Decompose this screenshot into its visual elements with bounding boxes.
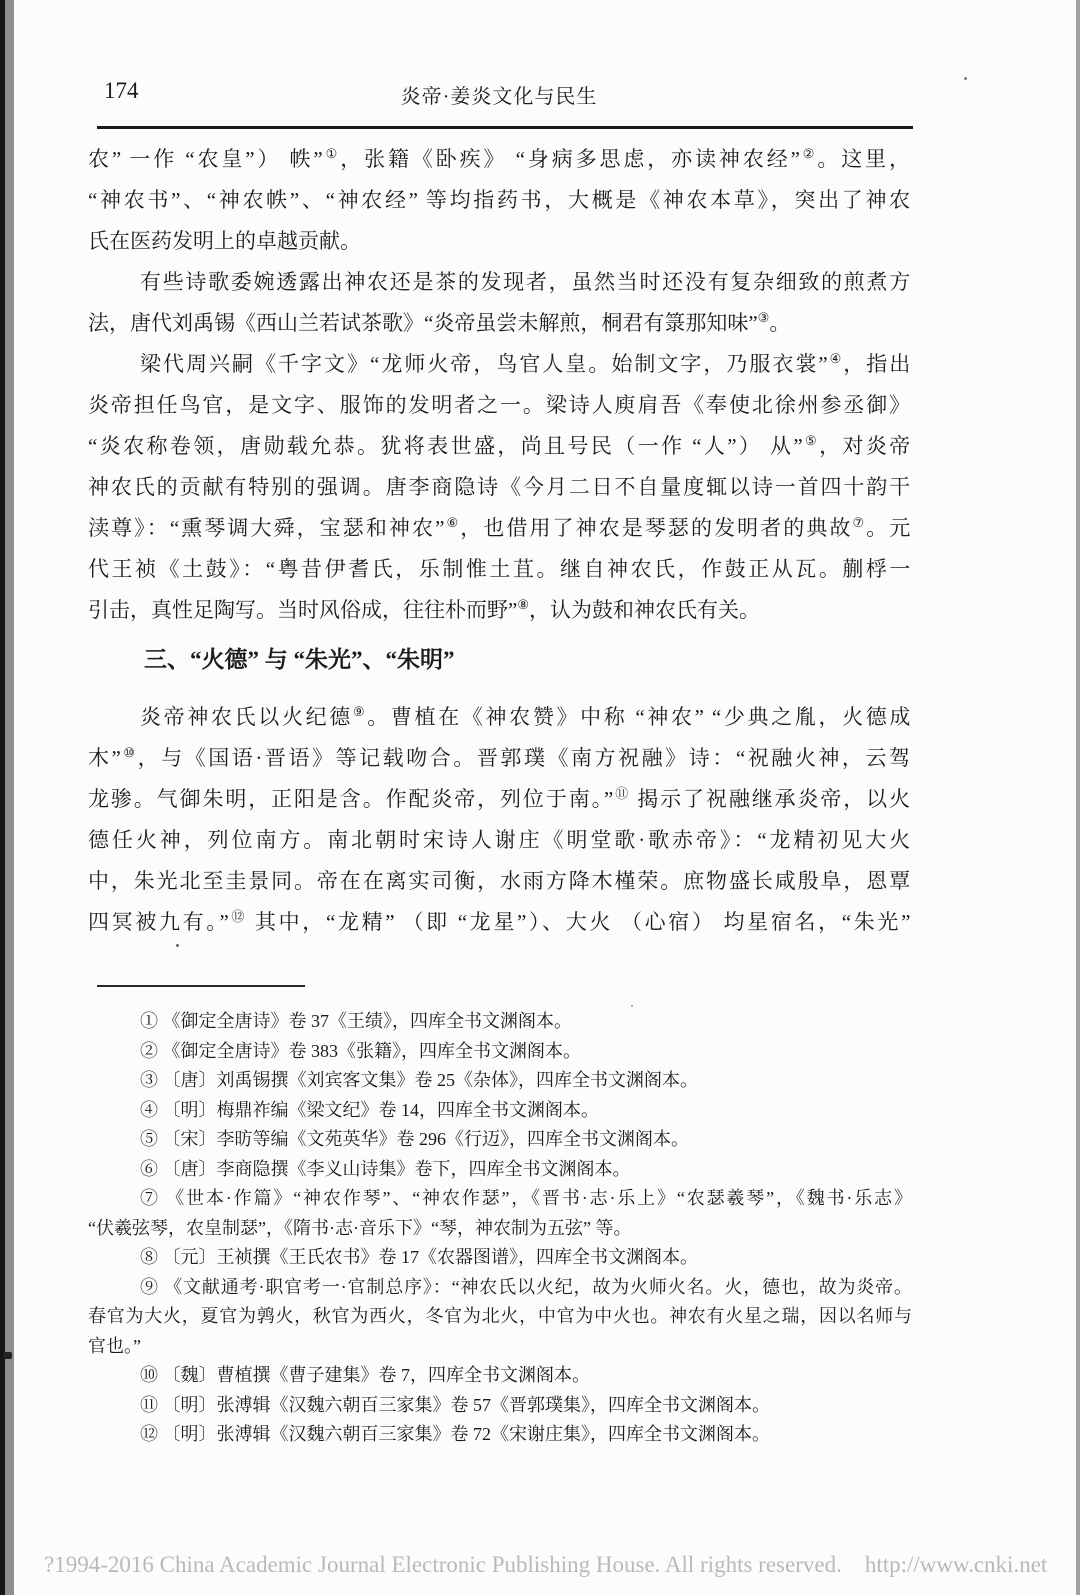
footnote-line: 春官为大火，夏官为鹑火，秋官为西火，冬官为北火，中官为中火也。神农有火星之瑞，因以名师与	[88, 1306, 912, 1326]
text-line: “神农书”、“神农帙”、“神农经” 等均指药书，大概是《神农本草》，突出了神农	[88, 188, 911, 212]
footnote-line: ② 《御定全唐诗》卷 383《张籍》，四库全书文渊阁本。	[140, 1040, 581, 1061]
footnote-line: ⑦ 《世本·作篇》“神农作琴”、“神农作瑟”，《晋书·志·乐上》“农瑟羲琴”，《魏书·乐志》	[140, 1188, 912, 1208]
text-line: 神农氏的贡献有特别的强调。唐李商隐诗《今月二日不自量度辄以诗一首四十韵干	[88, 475, 911, 499]
watermark: ?1994-2016 China Academic Journal Electronic Publishing House. All rights reserved. http://www.cnki.net	[44, 1552, 1048, 1577]
footnote-line: ① 《御定全唐诗》卷 37《王绩》，四库全书文渊阁本。	[140, 1011, 572, 1031]
footnote-separator-rule	[97, 985, 305, 987]
footnote-line: ⑨ 《文献通考·职官考一·官制总序》：“神农氏以火纪，故为火师火名。火，德也，故为炎帝。	[140, 1276, 912, 1297]
text-line: 引击，真性足陶写。当时风俗成，往往朴而野”⑧，认为鼓和神农氏有关。	[88, 597, 760, 622]
footnote-line: ⑥ 〔唐〕李商隐撰《李义山诗集》卷下，四库全书文渊阁本。	[140, 1158, 631, 1179]
footnote-line: ⑫ 〔明〕张溥辑《汉魏六朝百三家集》卷 72《宋谢庄集》，四库全书文渊阁本。	[140, 1424, 770, 1444]
text-line: 龙骖。气御朱明，正阳是含。作配炎帝，列位于南。”⑪ 揭示了祝融继承炎帝，以火	[88, 786, 911, 811]
text-line: 德任火神，列位南方。南北朝时宋诗人谢庄《明堂歌·歌赤帝》：“龙精初见大火	[88, 828, 911, 852]
text-line: 渎尊》：“熏琴调大舜，宝瑟和神农”⑥，也借用了神农是琴瑟的发明者的典故⑦。元	[88, 515, 911, 540]
text-line: 氏在医药发明上的卓越贡献。	[88, 229, 361, 253]
footnote-line: ⑤ 〔宋〕李昉等编《文苑英华》卷 296《行迈》，四库全书文渊阁本。	[140, 1129, 689, 1149]
text-line: “炎农称卷领，唐勋载允恭。犹将表世盛，尚且号民（一作 “人”） 从”⑤，对炎帝	[88, 433, 911, 458]
scan-speck	[631, 1005, 633, 1007]
text-line: 有些诗歌委婉透露出神农还是茶的发现者，虽然当时还没有复杂细致的煎煮方	[140, 270, 911, 294]
page-number: 174	[104, 78, 139, 103]
scan-speck	[3, 1352, 12, 1359]
footnote-line: “伏羲弦琴，农皇制瑟”，《隋书·志·音乐下》“琴，神农制为五弦” 等。	[88, 1217, 632, 1238]
running-header-title: 炎帝·姜炎文化与民生	[400, 86, 598, 108]
scan-speck	[176, 944, 179, 947]
footnote-line: ⑧ 〔元〕王祯撰《王氏农书》卷 17《农器图谱》，四库全书文渊阁本。	[140, 1247, 698, 1267]
scan-edge-right	[1076, 0, 1080, 1595]
text-line: 四冥被九有。”⑫ 其中，“龙精” （即 “龙星”）、大火 （心宿） 均星宿名，“朱光”	[88, 909, 911, 934]
footnote-line: ⑪ 〔明〕张溥辑《汉魏六朝百三家集》卷 57《晋郭璞集》，四库全书文渊阁本。	[140, 1394, 770, 1415]
footnote-line: ④ 〔明〕梅鼎祚编《梁文纪》卷 14，四库全书文渊阁本。	[140, 1099, 599, 1120]
text-line: 梁代周兴嗣《千字文》“龙师火帝，鸟官人皇。始制文字，乃服衣裳”④，指出	[140, 351, 911, 376]
footnote-line: ③ 〔唐〕刘禹锡撰《刘宾客文集》卷 25《杂体》，四库全书文渊阁本。	[140, 1070, 698, 1090]
section-heading: 三、“火德” 与 “朱光”、“朱明”	[144, 647, 455, 672]
footnotes	[88, 1007, 912, 1450]
text-line: 法，唐代刘禹锡《西山兰若试茶歌》“炎帝虽尝未解煎，桐君有箓那知味”③。	[88, 310, 791, 335]
footnote-line: 官也。”	[88, 1335, 141, 1356]
text-line: 代王祯《土鼓》：“粤昔伊耆氏，乐制惟土苴。继自神农氏，作鼓正从瓦。蒯桴一	[88, 557, 911, 581]
scan-speck	[964, 77, 967, 80]
text-line: 炎帝担任鸟官，是文字、服饰的发明者之一。梁诗人庾肩吾《奉使北徐州参丞御》	[88, 393, 911, 417]
text-line: 农” 一作 “农皇”） 帙”①，张籍《卧疾》 “身病多思虑，亦读神农经”②。这里，	[88, 146, 911, 171]
header-rule	[97, 126, 913, 129]
footnote-line: ⑩ 〔魏〕曹植撰《曹子建集》卷 7，四库全书文渊阁本。	[140, 1365, 590, 1385]
text-line: 中，朱光北至圭景同。帝在在离实司衡，水雨方降木槿荣。庶物盛长咸殷阜，恩覃	[88, 869, 911, 893]
text-line: 炎帝神农氏以火纪德⑨。曹植在《神农赞》中称 “神农” “少典之胤，火德成	[140, 704, 911, 729]
body-text	[88, 139, 910, 943]
text-line: 木”⑩，与《国语·晋语》等记载吻合。晋郭璞《南方祝融》诗：“祝融火神，云驾	[88, 745, 911, 770]
